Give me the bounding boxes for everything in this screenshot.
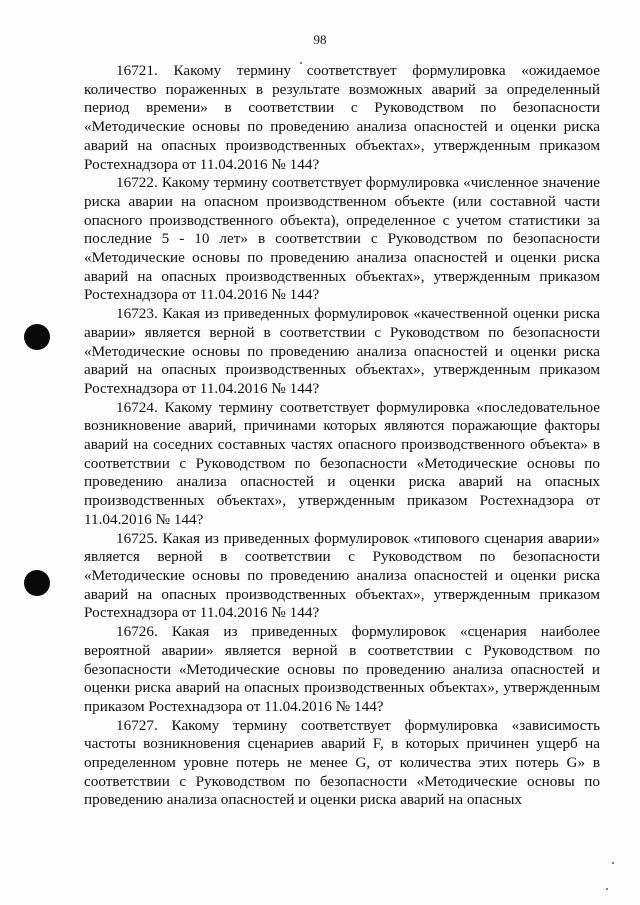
- question-paragraph: 16722. Какому термину соответствует формулировка «численное значение риска аварии на опасном производственном объекте (или составной части опасного производственного объекта), определенное с учетом статистики за последние 5 - 10 лет» в соответствии с Руководством по безопасности «Методические основы по проведению анализа опасностей и оценки риска аварий на опасных производственных объектах», утвержденным приказом Ростехнадзора от 11.04.2016 № 144?: [84, 174, 600, 304]
- punch-hole-mark: [24, 570, 50, 596]
- punch-hole-mark: [24, 324, 50, 350]
- document-body: [84, 62, 600, 810]
- page-number: 98: [313, 32, 327, 47]
- scan-speck: [612, 862, 614, 864]
- question-paragraph: 16726. Какая из приведенных формулировок «сценария наиболее вероятной аварии» является верной в соответствии с Руководством по безопасности «Методические основы по проведению анализа опасностей и оценки риска аварий на опасных производственных объектах», утвержденным приказом Ростехнадзора от 11.04.2016 № 144?: [84, 623, 600, 715]
- question-paragraph: 16721. Какому термину соответствует формулировка «ожидаемое количество пораженных в результате возможных аварий за определенный период времени» в соответствии с Руководством по безопасности «Методические основы по проведению анализа опасностей и оценки риска аварий на опасных производственных объектах», утвержденным приказом Ростехнадзора от 11.04.2016 № 144?: [84, 62, 600, 173]
- scan-speck: [606, 888, 608, 890]
- question-paragraph: 16723. Какая из приведенных формулировок «качественной оценки риска аварии» является верной в соответствии с Руководством по безопасности «Методические основы по проведению анализа опасностей и оценки риска аварий на опасных производственных объектах», утвержденным приказом Ростехнадзора от 11.04.2016 № 144?: [84, 305, 600, 397]
- question-paragraph: 16725. Какая из приведенных формулировок «типового сценария аварии» является верной в соответствии с Руководством по безопасности «Методические основы по проведению анализа опасностей и оценки риска аварий на опасных производственных объектах», утвержденным приказом Ростехнадзора от 11.04.2016 № 144?: [84, 529, 600, 622]
- question-paragraph: 16727. Какому термину соответствует формулировка «зависимость частоты возникновения сценариев аварий F, в которых причинен ущерб на определенном уровне потерь не менее G, от количества этих потерь G» в соответствии с Руководством по безопасности «Методические основы по проведению анализа опасностей и оценки риска аварий на опасных: [84, 716, 600, 809]
- question-paragraph: 16724. Какому термину соответствует формулировка «последовательное возникновение аварий, причинами которых являются поражающие факторы аварий на соседних составных частях опасного производственного объекта» в соответствии с Руководством по безопасности «Методические основы по проведению анализа опасностей и оценки риска аварий на опасных производственных объектах», утвержденным приказом Ростехнадзора от 11.04.2016 № 144?: [84, 398, 600, 528]
